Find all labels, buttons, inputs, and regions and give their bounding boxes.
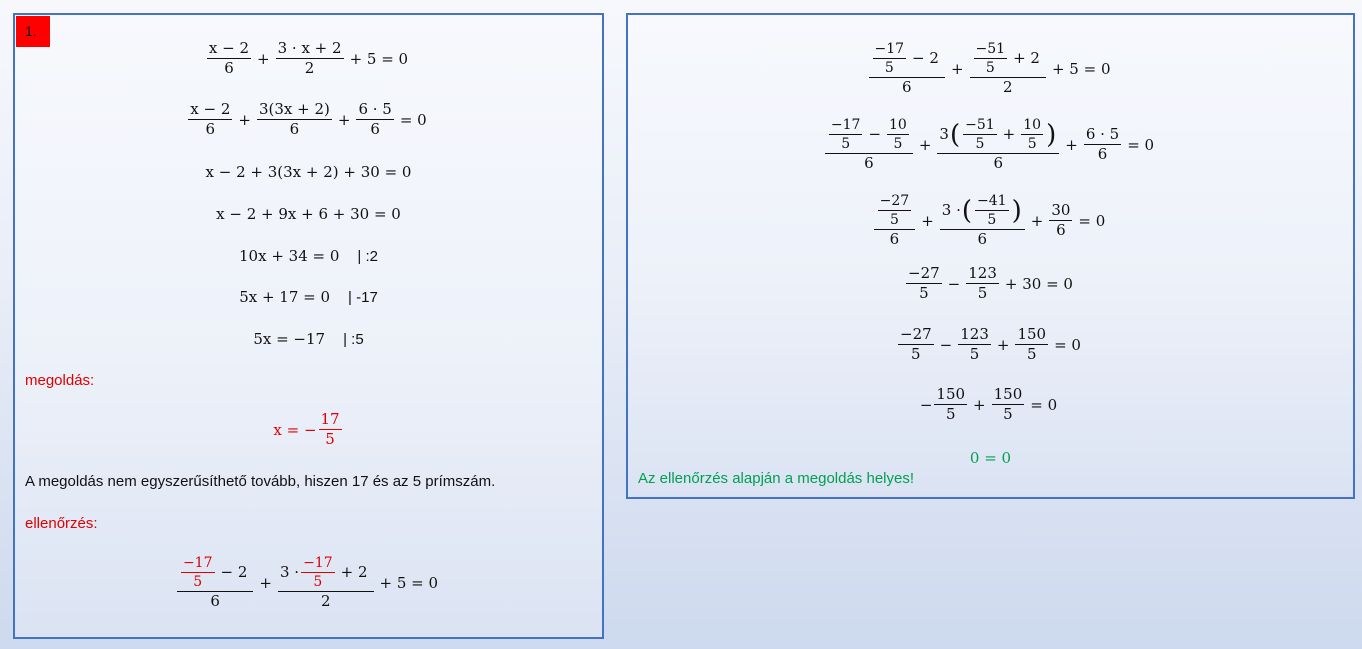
check-step-1: $\frac{-17}{5}$ − 2 6 + $\frac{-51}{5}$ + 2 2 + 5 = 0 xyxy=(628,41,1353,96)
check-equation: $\frac{-17}{5}$ − 2 6 + 3 · $\frac{-17}{5}$ + 2 2 + 5 = 0 xyxy=(15,555,602,610)
equation-7: 5x = −17 | :5 xyxy=(253,330,364,348)
check-step-5: $\frac{-27}{5}$ − $\frac{123}{5}$ + $\frac{150}{5}$ = 0 xyxy=(900,325,1081,364)
check-step-3: $\frac{\frac{-27}{5}}{6}$ + 3 · ( $\frac{-41}{5}$ ) 6 + $\frac{30}{6}$ = 0 xyxy=(628,193,1353,248)
check-result: 0 = 0 xyxy=(969,449,1012,467)
left-panel xyxy=(13,13,604,639)
solution-label: megoldás: xyxy=(25,372,95,389)
check-step-4: $\frac{-27}{5}$ − $\frac{123}{5}$ + 30 = 0 xyxy=(908,264,1073,303)
equation-6: 5x + 17 = 0 | -17 xyxy=(239,288,378,306)
check-step-6: − $\frac{150}{5}$ + $\frac{150}{5}$ = 0 xyxy=(919,385,1058,424)
note-text: A megoldás nem egyszerűsíthető tovább, hiszen 17 és az 5 prímszám. xyxy=(25,473,496,490)
equation-1: $\frac{x - 2}{6}$ + $\frac{3 \cdot x + 2}{2}$ + 5 = 0 xyxy=(208,39,409,78)
check-label: ellenőrzés: xyxy=(25,515,98,532)
fraction: $\frac{3 \cdot x + 2}{2}$ xyxy=(277,39,342,78)
right-panel xyxy=(626,13,1355,499)
check-step-2: $\frac{-17}{5}$ − $\frac{10}{5}$ 6 + 3 ( $\frac{-51}{5}$ + $\frac{10}{5}$ ) 6 + $\frac{6 \cdot 5}{6}$ = 0 xyxy=(628,117,1353,172)
equation-4: x − 2 + 9x + 6 + 30 = 0 xyxy=(216,205,401,223)
conclusion-text: Az ellenőrzés alapján a megoldás helyes! xyxy=(638,470,914,487)
equation-3: x − 2 + 3(3x + 2) + 30 = 0 xyxy=(205,163,412,181)
fraction: $\frac{x - 2}{6}$ xyxy=(208,39,250,78)
equation-2: $\frac{x - 2}{6}$ + $\frac{3(3x + 2)}{6}$ + $\frac{6 \cdot 5}{6}$ = 0 xyxy=(190,100,427,139)
equation-5: 10x + 34 = 0 | :2 xyxy=(239,247,378,265)
solution-equation: x = − $\frac{17}{5}$ xyxy=(273,410,340,449)
task-number-badge: 1. xyxy=(16,16,50,47)
